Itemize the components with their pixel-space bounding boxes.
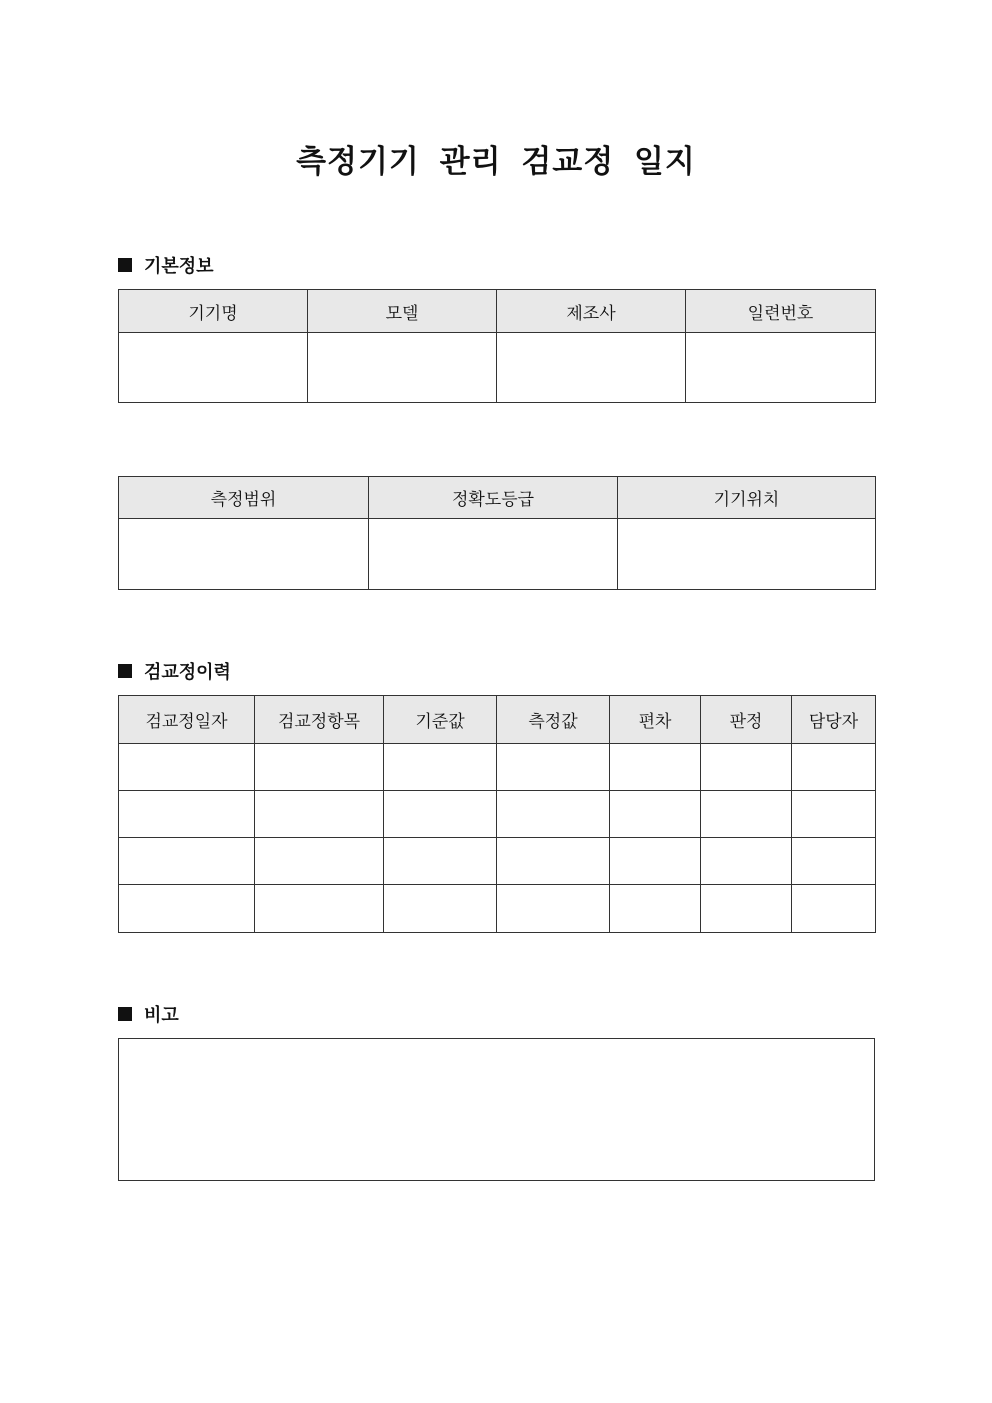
table-header-row: [119, 696, 876, 744]
table-cell[interactable]: [384, 744, 497, 791]
table-cell[interactable]: [384, 885, 497, 933]
table-cell[interactable]: [701, 885, 792, 933]
table-cell[interactable]: [792, 791, 876, 838]
measurement-range-cell[interactable]: [119, 519, 369, 590]
table-row: [119, 333, 876, 403]
table-cell[interactable]: [701, 744, 792, 791]
page-title: 측정기기 관리 검교정 일지: [296, 144, 696, 180]
table-cell[interactable]: [701, 791, 792, 838]
table-cell[interactable]: [255, 838, 384, 885]
table-cell[interactable]: [119, 885, 255, 933]
square-bullet-icon: [118, 258, 132, 272]
manufacturer-cell[interactable]: [497, 333, 686, 403]
section-heading-label: 비고: [144, 1005, 179, 1026]
table-cell[interactable]: [610, 885, 701, 933]
column-header: 정확도등급: [369, 477, 618, 519]
accuracy-class-cell[interactable]: [369, 519, 618, 590]
table-cell[interactable]: [384, 838, 497, 885]
table-row: [119, 519, 876, 590]
device-name-cell[interactable]: [119, 333, 308, 403]
calibration-history-table: [118, 695, 876, 933]
column-header: 제조사: [497, 290, 686, 333]
table-cell[interactable]: [384, 791, 497, 838]
model-cell[interactable]: [308, 333, 497, 403]
column-header: 기준값: [384, 696, 497, 744]
table-cell[interactable]: [497, 885, 610, 933]
table-row: [119, 885, 876, 933]
column-header: 측정값: [497, 696, 610, 744]
table-cell[interactable]: [255, 885, 384, 933]
column-header: 기기명: [119, 290, 308, 333]
table-header-row: [119, 477, 876, 519]
table-row: [119, 791, 876, 838]
basic-info-table-2: [118, 476, 876, 590]
table-cell[interactable]: [792, 838, 876, 885]
column-header: 모델: [308, 290, 497, 333]
column-header: 검교정일자: [119, 696, 255, 744]
column-header: 판정: [701, 696, 792, 744]
table-cell[interactable]: [255, 791, 384, 838]
remarks-field[interactable]: [118, 1038, 875, 1181]
column-header: 기기위치: [618, 477, 876, 519]
section-heading-remarks: [118, 1002, 179, 1026]
table-cell[interactable]: [119, 791, 255, 838]
section-heading-calibration-history: [118, 659, 231, 683]
section-heading-label: 검교정이력: [144, 662, 231, 683]
device-location-cell[interactable]: [618, 519, 876, 590]
table-cell[interactable]: [792, 744, 876, 791]
table-cell[interactable]: [610, 744, 701, 791]
column-header: 검교정항목: [255, 696, 384, 744]
column-header: 측정범위: [119, 477, 369, 519]
section-heading-label: 기본정보: [144, 256, 214, 277]
table-cell[interactable]: [497, 791, 610, 838]
table-cell[interactable]: [119, 744, 255, 791]
section-heading-basic-info: [118, 253, 214, 277]
table-cell[interactable]: [701, 838, 792, 885]
table-row: [119, 838, 876, 885]
table-cell[interactable]: [610, 791, 701, 838]
serial-number-cell[interactable]: [686, 333, 876, 403]
basic-info-table-1: [118, 289, 876, 403]
column-header: 일련번호: [686, 290, 876, 333]
column-header: 담당자: [792, 696, 876, 744]
square-bullet-icon: [118, 664, 132, 678]
table-cell[interactable]: [497, 744, 610, 791]
table-row: [119, 744, 876, 791]
table-cell[interactable]: [610, 838, 701, 885]
table-cell[interactable]: [497, 838, 610, 885]
table-cell[interactable]: [255, 744, 384, 791]
square-bullet-icon: [118, 1007, 132, 1021]
column-header: 편차: [610, 696, 701, 744]
table-cell[interactable]: [792, 885, 876, 933]
table-header-row: [119, 290, 876, 333]
table-cell[interactable]: [119, 838, 255, 885]
